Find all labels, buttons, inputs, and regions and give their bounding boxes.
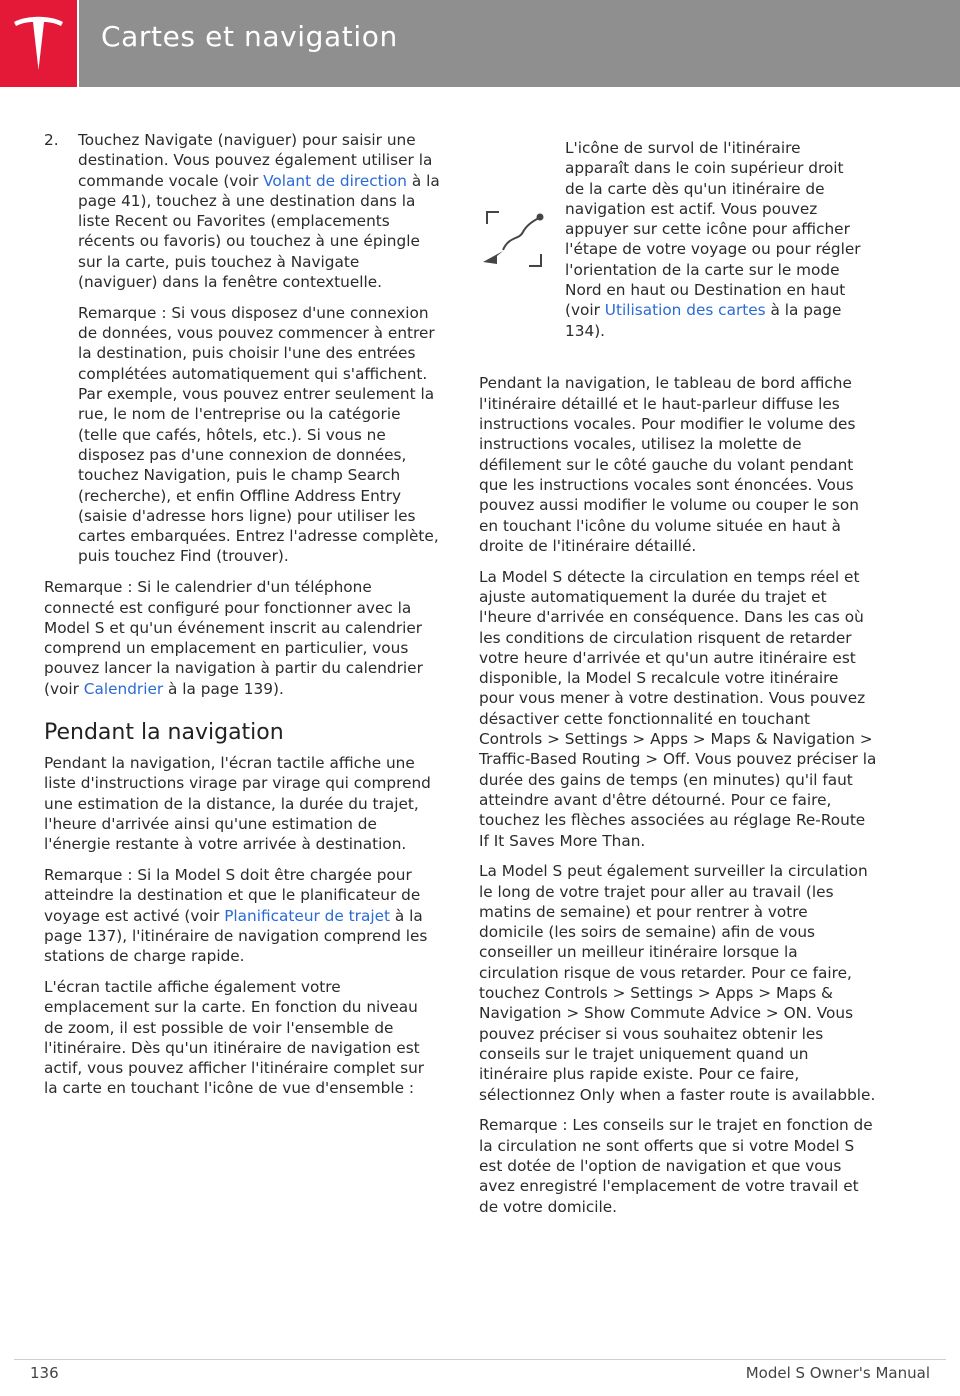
section-heading: Pendant la navigation	[44, 720, 284, 746]
note-trip-planner: Remarque : Si la Model S doit être chargée pour atteindre la destination et que le planificateur de voyage est activé (voir Planificateur de trajet à la page 137), l'itinéraire de navigation comprend les stations de charge rapide.	[44, 866, 428, 966]
paragraph-navigation-list: Pendant la navigation, l'écran tactile affiche une liste d'instructions virage par virage qui comprend une estimation de la distance, la durée du trajet, l'heure d'arrivée ainsi qu'une estimation de l'énergie restante à votre arrivée à destination.	[44, 754, 431, 854]
step-text: Touchez Navigate (naviguer) pour saisir une destination. Vous pouvez également utiliser la commande vocale (voir Volant de direction à la page 41), touchez à une destination dans la liste Recent ou Favorites (emplacements récents ou favoris) ou touchez à une épingle sur la carte, puis touchez à Navigate (naviguer) dans la fenêtre contextuelle.	[78, 131, 440, 292]
right-column	[479, 130, 877, 1227]
header-band	[79, 0, 960, 87]
route-overview-icon	[479, 206, 549, 272]
note-commute: Remarque : Les conseils sur le trajet en fonction de la circulation ne sont offerts que si votre Model S est dotée de l'option de navigation et que vous avez enregistré l'emplacement de votre travail et de votre domicile.	[479, 1116, 873, 1216]
link-volant[interactable]: Volant de direction	[263, 171, 407, 190]
note-calendar: Remarque : Si le calendrier d'un téléphone connecté est configuré pour fonctionner avec la Model S et qu'un événement inscrit au calendrier comprend un emplacement en particulier, vous pouvez lancer la navigation à partir du calendrier (voir Calendrier à la page 139).	[44, 578, 423, 698]
left-column	[44, 130, 440, 1109]
link-utilisation-cartes[interactable]: Utilisation des cartes	[604, 301, 766, 320]
paragraph-commute: La Model S peut également surveiller la circulation le long de votre trajet pour aller au travail (les matins de semaine) et pour rentrer à votre domicile (les soirs de semaine) afin de vous conseiller un meilleur itinéraire lorsque la circulation risque de vous retarder. Pour ce faire, touchez Controls > Settings > Apps > Maps & Navigation > Show Commute Advice > ON. Vous pouvez préciser si vous souhaitez obtenir les conseils sur le trajet uniquement quand un itinéraire plus rapide existe. Pour ce faire, sélectionnez Only when a faster route is availabble.	[479, 862, 876, 1104]
manual-title: Model S Owner's Manual	[745, 1364, 930, 1382]
paragraph-traffic: La Model S détecte la circulation en temps réel et ajuste automatiquement la durée du trajet et l'heure d'arrivée en conséquence. Dans les cas où les conditions de circulation risquent de retarder votre heure d'arrivée et qu'un autre itinéraire est disponible, la Model S recalcule votre itinéraire pour vous mener à votre destination. Vous pouvez désactiver cette fonctionnalité en touchant Controls > Settings > Apps > Maps & Navigation > Traffic-Based Routing > Off. Vous pouvez préciser la durée des gains de temps (en minutes) qu'il faut atteindre avant d'être détourné. Pour ce faire, touchez les flèches associées au réglage Re-Route If It Saves More Than.	[479, 567, 877, 850]
header-logo-block	[0, 0, 77, 87]
link-calendrier[interactable]: Calendrier	[83, 679, 164, 698]
step-note: Remarque : Si vous disposez d'une connexion de données, vous pouvez commencer à entrer la destination, puis choisir l'une des entrées complétées automatiquement qui s'affichent. Par exemple, vous pouvez entrer seulement la rue, le nom de l'entreprise ou la catégorie (telle que cafés, hôtels, etc.). Si vous ne disposez pas d'une connexion de données, touchez Navigation, puis le champ Search (recherche), et enfin Offline Address Entry (saisie d'adresse hors ligne) pour utiliser les cartes embarquées. Entrez l'adresse complète, puis touchez Find (trouver).	[78, 303, 439, 566]
icon-box	[479, 130, 565, 277]
paragraph-voice: Pendant la navigation, le tableau de bord affiche l'itinéraire détaillé et le haut-parleur diffuse les instructions vocales. Pour modifier le volume des instructions vocales, utilisez la molette de défilement sur le côté gauche du volant pendant que les instructions vocales sont énoncées. Vous pouvez aussi modifier le volume ou couper le son en touchant l'icône du volume située en haut à droite de l'itinéraire détaillé.	[479, 374, 859, 555]
tesla-logo-icon	[11, 14, 66, 74]
route-overview-note: L'icône de survol de l'itinéraire apparaît dans le coin supérieur droit de la carte dès qu'un itinéraire de navigation est actif. Vous pouvez appuyer sur cette icône pour afficher l'étape de votre voyage ou pour régler l'orientation de la carte sur le mode Nord en haut ou Destination en haut (voir Utilisation des cartes à la page 134).	[565, 139, 861, 340]
page-number: 136	[30, 1364, 59, 1382]
step-item	[44, 130, 440, 303]
step-number: 2.	[44, 131, 59, 149]
paragraph-overview: L'écran tactile affiche également votre emplacement sur la carte. En fonction du niveau de zoom, il est possible de voir l'ensemble de l'itinéraire. Dès qu'un itinéraire de navigation est actif, vous pouvez afficher l'itinéraire complet sur la carte en touchant l'icône de vue d'ensemble :	[44, 977, 425, 1098]
link-planificateur[interactable]: Planificateur de trajet	[224, 906, 390, 925]
footer-divider	[14, 1359, 946, 1360]
page-title: Cartes et navigation	[101, 20, 398, 53]
icon-note-block	[479, 130, 877, 351]
